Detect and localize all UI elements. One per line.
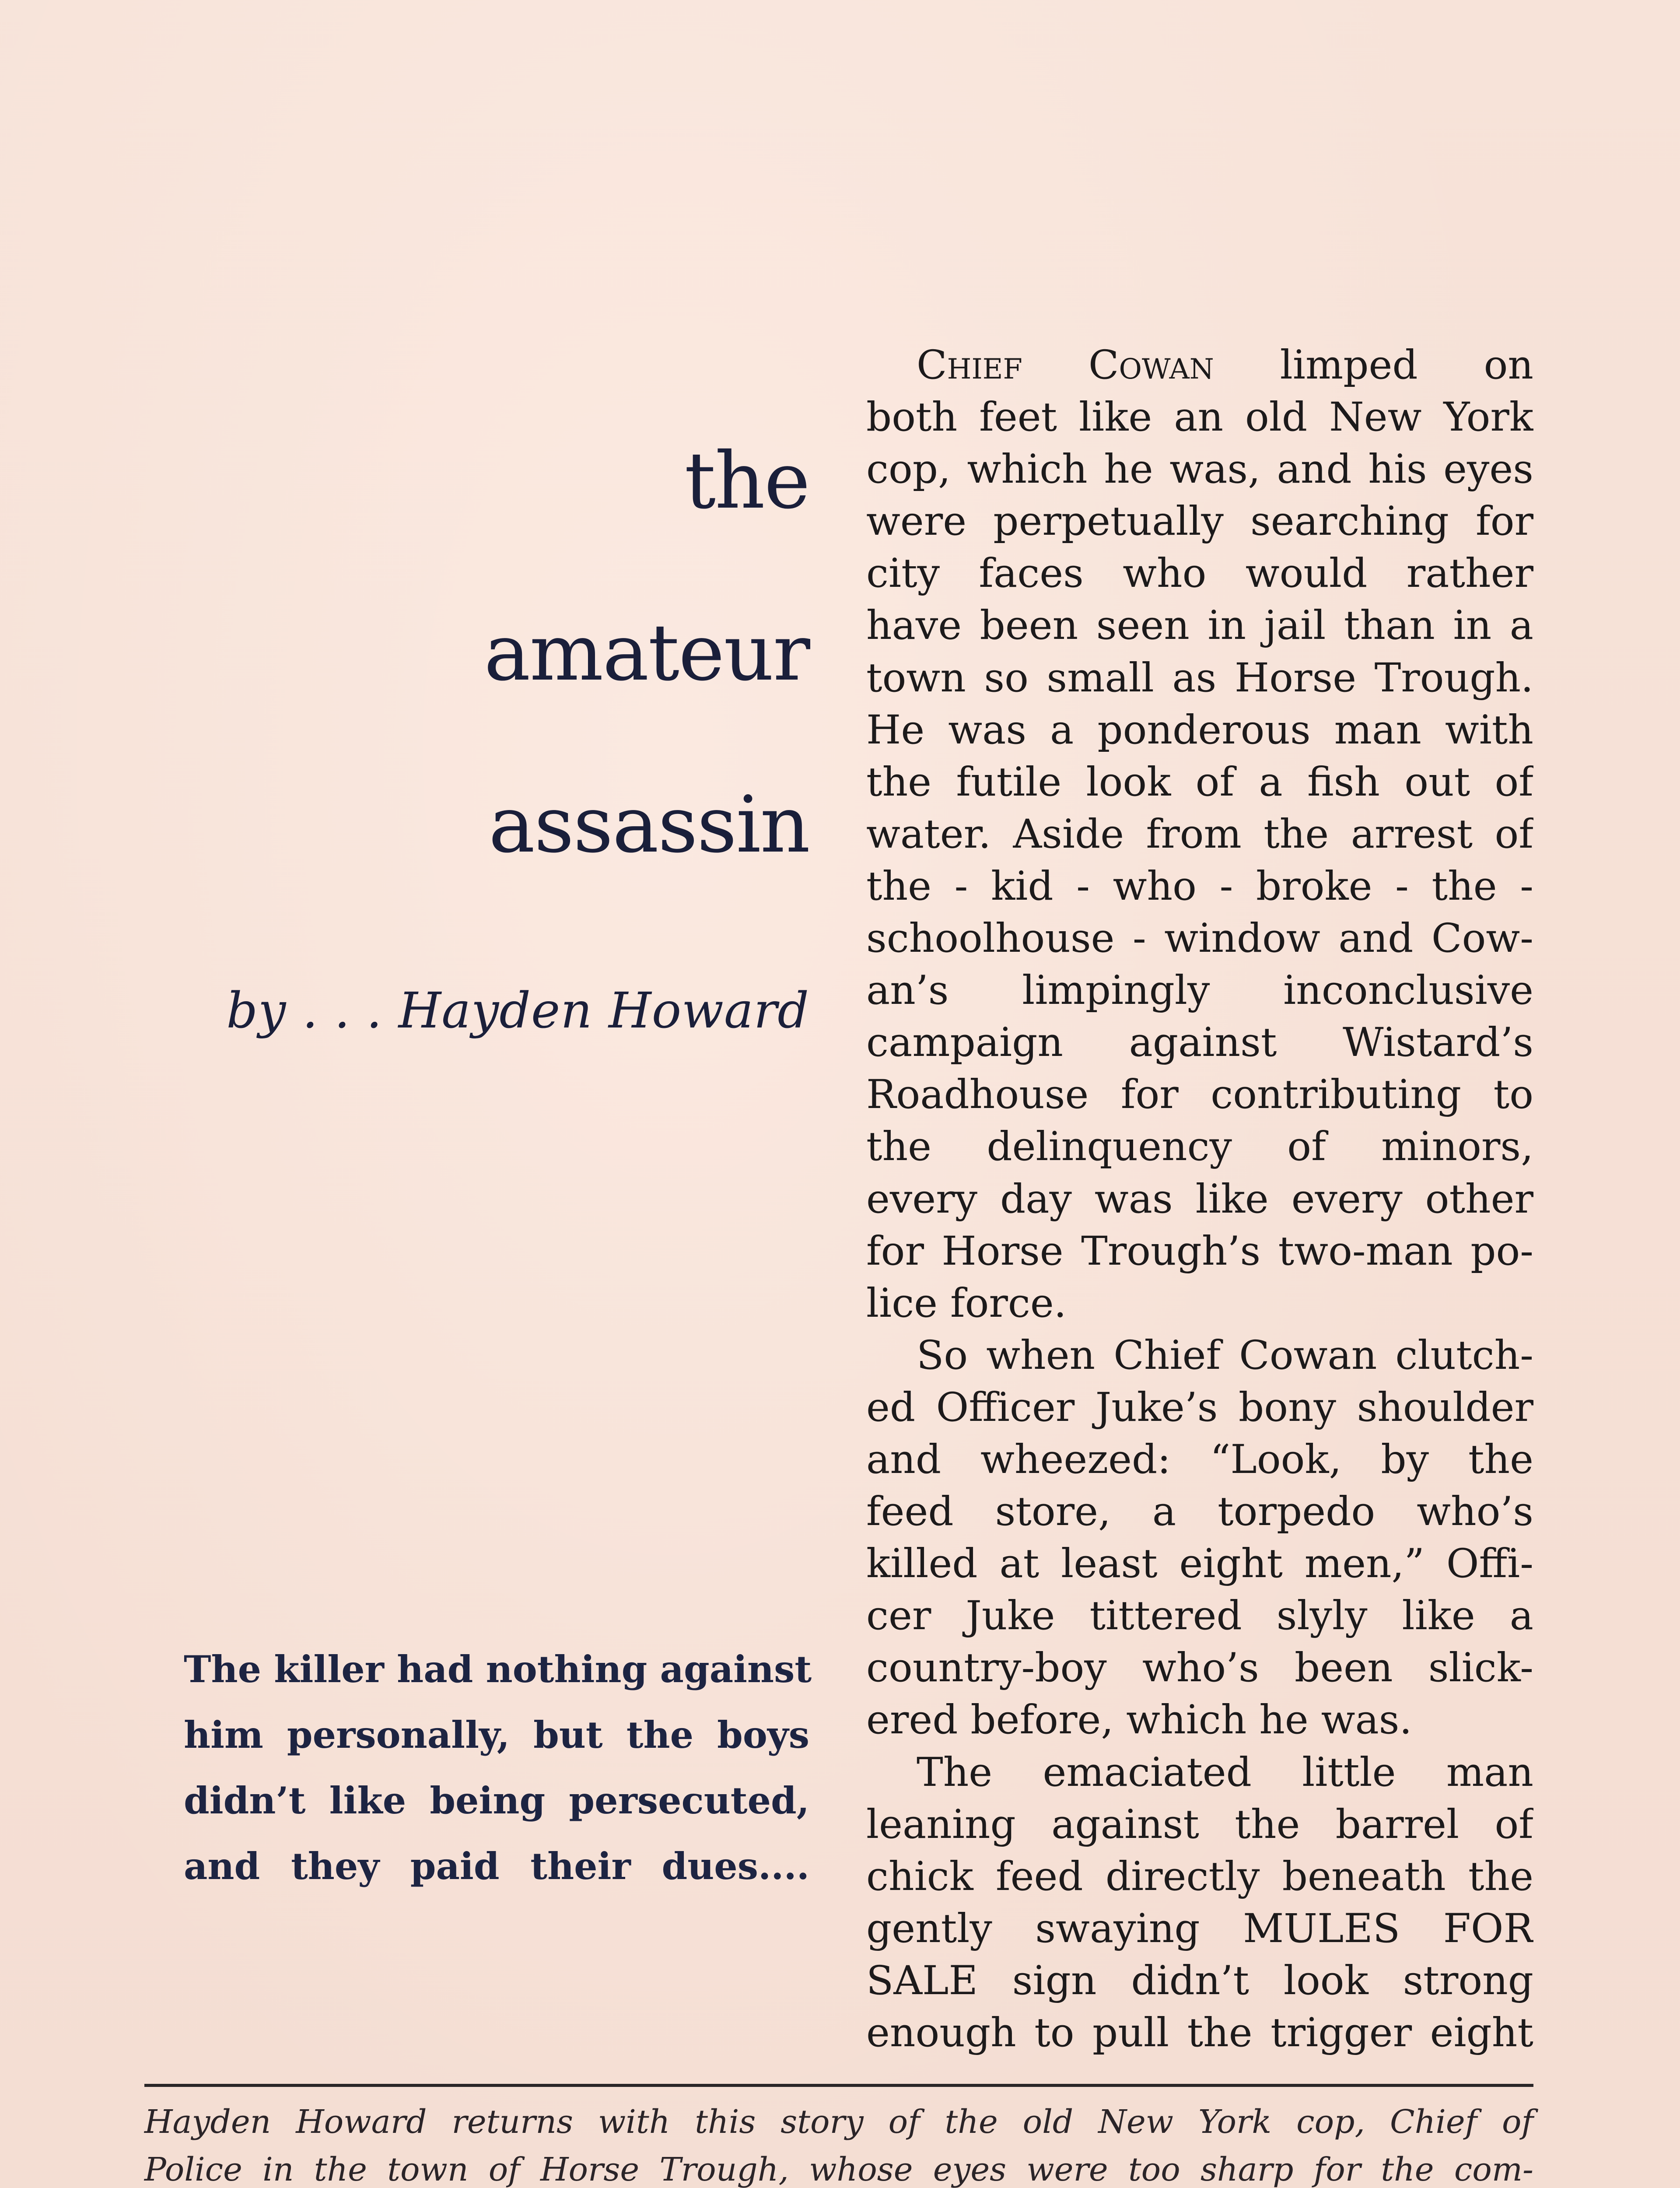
title-line-2: amateur [484,607,809,698]
story-line: ered before, which he was. [866,1697,1412,1743]
story-opening-smallcaps: Chief Cowan [917,342,1214,388]
story-line: country-boy who’s been slick- [866,1645,1533,1691]
story-line: schoolhouse - window and Cow- [866,915,1533,962]
story-line: ed Officer Juke’s bony shoulder [866,1384,1533,1431]
story-line: chick feed directly beneath the [866,1853,1533,1900]
story-line: have been seen in jail than in a [866,603,1533,649]
story-line: feed store, a torpedo who’s [866,1489,1533,1535]
story-line: for Horse Trough’s two-man po- [866,1228,1533,1274]
story-line: cer Juke tittered slyly like a [866,1593,1533,1639]
story-title [158,435,809,870]
footnote-rule-top [144,2084,1533,2087]
story-body [866,339,1533,2059]
story-line-text: limped on [1214,342,1533,388]
story-line: every day was like every other [866,1176,1533,1222]
teaser-line: and they paid their dues.... [184,1844,809,1888]
story-line: the futile look of a fish out of [866,759,1533,805]
footnote-line: Hayden Howard returns with this story of the old New York cop, Chief of [144,2103,1533,2141]
title-line-3: assassin [488,779,809,870]
editor-footnote [144,2098,1533,2188]
story-line: city faces who would rather [866,551,1533,597]
story-line: So when Chief Cowan clutch- [917,1332,1533,1378]
story-line: and wheezed: “Look, by the [866,1436,1533,1483]
teaser-line: The killer had nothing against [184,1648,812,1691]
story-line: SALE sign didn’t look strong [866,1957,1533,2004]
story-line: the - kid - who - broke - the - [866,863,1533,909]
story-line: The emaciated little man [917,1749,1533,1795]
title-line-1: the [684,435,809,526]
story-line: were perpetually searching for [866,498,1533,545]
story-line: killed at least eight men,” Offi- [866,1541,1533,1587]
teaser-line: him personally, but the boys [184,1713,809,1757]
story-line: enough to pull the trigger eight [866,2010,1533,2056]
story-line: He was a ponderous man with [866,707,1533,753]
story-line: gently swaying MULES FOR [866,1905,1533,1952]
story-line: an’s limpingly inconclusive [866,968,1533,1014]
story-teaser [184,1637,812,1899]
teaser-line: didn’t like being persecuted, [184,1779,809,1822]
author-byline: by . . . Hayden Howard [226,982,809,1039]
story-line: campaign against Wistard’s [866,1020,1533,1066]
footnote-line: Police in the town of Horse Trough, whose eyes were too sharp for the com- [144,2151,1533,2188]
story-line: cop, which he was, and his eyes [866,446,1533,493]
story-line: the delinquency of minors, [866,1124,1533,1170]
story-line: water. Aside from the arrest of [866,811,1533,857]
story-line: leaning against the barrel of [866,1801,1533,1848]
story-line: both feet like an old New York [866,394,1533,441]
story-line: lice force. [866,1280,1067,1326]
story-line-first [866,339,1533,391]
story-line: Roadhouse for contributing to [866,1072,1533,1118]
story-line: town so small as Horse Trough. [866,655,1533,701]
